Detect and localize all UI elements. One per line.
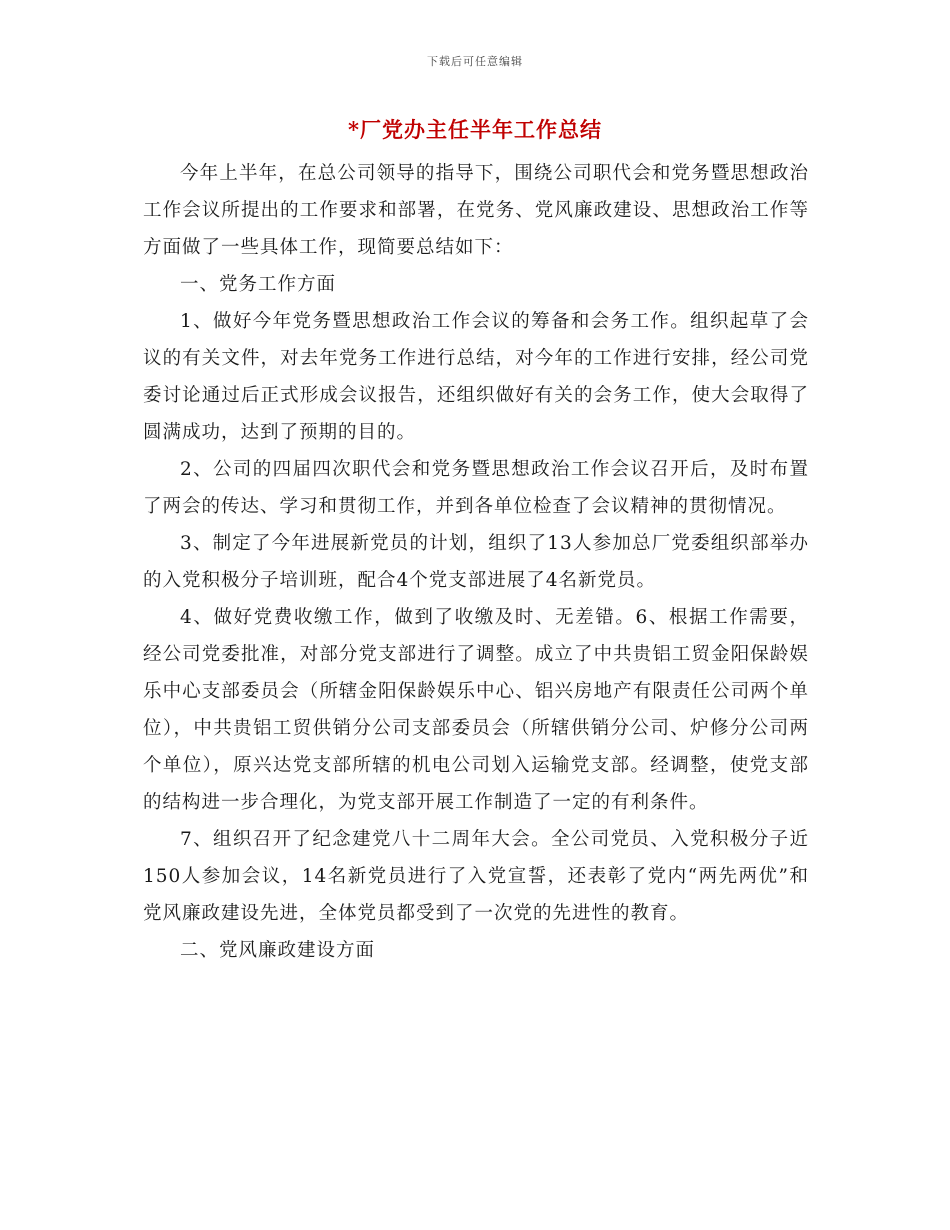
section-heading-party-affairs: 一、党务工作方面 xyxy=(180,274,337,295)
paragraph-item-3: 3、制定了今年进展新党员的计划，组织了13人参加总厂党委组织部举办的入党积极分子培训班，配合4个党支部进展了4名新党员。 xyxy=(143,533,809,591)
paragraph-item-7: 7、组织召开了纪念建党八十二周年大会。全公司党员、入党积极分子近150人参加会议，14名新党员进行了入党宣誓，还表彰了党内“两先两优”和党风廉政建设先进，全体党员都受到了一次党的先进性的教育。 xyxy=(143,829,809,924)
section-heading-integrity: 二、党风廉政建设方面 xyxy=(180,940,376,961)
paragraph-intro: 今年上半年，在总公司领导的指导下，围绕公司职代会和党务暨思想政治工作会议所提出的工作要求和部署，在党务、党风廉政建设、思想政治工作等方面做了一些具体工作，现简要总结如下： xyxy=(143,163,809,258)
paragraph-item-2: 2、公司的四届四次职代会和党务暨思想政治工作会议召开后，及时布置了两会的传达、学习和贯彻工作，并到各单位检查了会议精神的贯彻情况。 xyxy=(143,459,809,517)
paragraph-item-4: 4、做好党费收缴工作，做到了收缴及时、无差错。6、根据工作需要，经公司党委批准，对部分党支部进行了调整。成立了中共贵铝工贸金阳保龄娱乐中心支部委员会（所辖金阳保龄娱乐中心、铝兴房地产有限责任公司两个单位），中共贵铝工贸供销分公司支部委员会（所辖供销分公司、炉修分公司两个单位），原兴达党支部所辖的机电公司划入运输党支部。经调整，使党支部的结构进一步合理化，为党支部开展工作制造了一定的有利条件。 xyxy=(143,607,809,813)
document-body xyxy=(143,155,809,969)
document-title: *厂党办主任半年工作总结 xyxy=(348,117,602,142)
header-note: 下载后可任意编辑 xyxy=(427,55,523,68)
paragraph-item-1: 1、做好今年党务暨思想政治工作会议的筹备和会务工作。组织起草了会议的有关文件，对去年党务工作进行总结，对今年的工作进行安排，经公司党委讨论通过后正式形成会议报告，还组织做好有关的会务工作，使大会取得了圆满成功，达到了预期的目的。 xyxy=(143,311,809,443)
